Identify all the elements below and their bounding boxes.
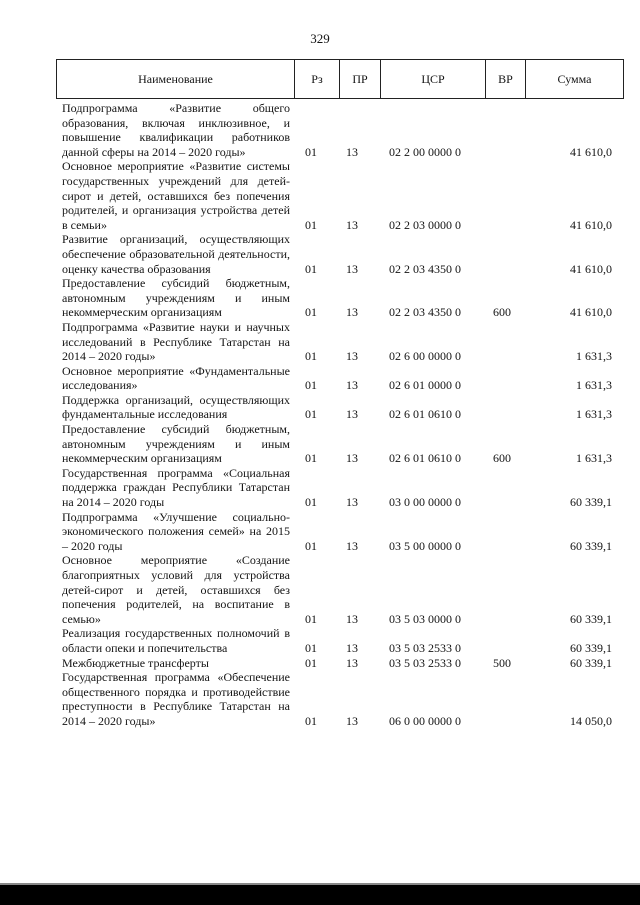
table-row bbox=[62, 510, 618, 554]
row-pr: 13 bbox=[346, 451, 358, 466]
row-vr: 600 bbox=[493, 305, 511, 320]
row-pr: 13 bbox=[346, 407, 358, 422]
row-rz: 01 bbox=[305, 407, 317, 422]
table-header bbox=[56, 59, 624, 99]
row-sum: 60 339,1 bbox=[570, 495, 612, 510]
row-vr: 500 bbox=[493, 655, 511, 670]
row-rz: 01 bbox=[305, 451, 317, 466]
row-pr: 13 bbox=[346, 495, 358, 510]
table-row bbox=[62, 626, 618, 655]
row-pr: 13 bbox=[346, 378, 358, 393]
table-row bbox=[62, 670, 618, 728]
row-sum: 60 339,1 bbox=[570, 538, 612, 553]
table-row bbox=[62, 101, 618, 159]
table-row bbox=[62, 159, 618, 232]
row-sum: 60 339,1 bbox=[570, 655, 612, 670]
row-csr: 02 2 00 0000 0 bbox=[389, 144, 461, 159]
row-rz: 01 bbox=[305, 217, 317, 232]
row-pr: 13 bbox=[346, 305, 358, 320]
row-csr: 03 5 03 2533 0 bbox=[389, 655, 461, 670]
row-name: Подпрограмма «Развитие общего образования, включая инклюзивное, и повышение квалификации работников данной сферы на 2014 – 2020 годы» bbox=[62, 101, 290, 159]
row-sum: 41 610,0 bbox=[570, 144, 612, 159]
row-pr: 13 bbox=[346, 713, 358, 728]
row-sum: 60 339,1 bbox=[570, 611, 612, 626]
row-name: Государственная программа «Обеспечение общественного порядка и противодействие преступности в Республике Татарстан на 2014 – 2020 годы» bbox=[62, 670, 290, 728]
row-name: Основное мероприятие «Фундаментальные исследования» bbox=[62, 363, 290, 393]
row-sum: 41 610,0 bbox=[570, 261, 612, 276]
row-csr: 02 2 03 4350 0 bbox=[389, 261, 461, 276]
row-sum: 14 050,0 bbox=[570, 713, 612, 728]
row-pr: 13 bbox=[346, 611, 358, 626]
row-pr: 13 bbox=[346, 640, 358, 655]
row-rz: 01 bbox=[305, 495, 317, 510]
table-row bbox=[62, 656, 618, 671]
row-csr: 02 2 03 4350 0 bbox=[389, 305, 461, 320]
table-row bbox=[62, 232, 618, 276]
row-pr: 13 bbox=[346, 349, 358, 364]
row-name: Предоставление субсидий бюджетным, автономным учреждениям и иным некоммерческим организациям bbox=[62, 422, 290, 466]
row-pr: 13 bbox=[346, 655, 358, 670]
table-row bbox=[62, 393, 618, 422]
row-rz: 01 bbox=[305, 261, 317, 276]
row-rz: 01 bbox=[305, 655, 317, 670]
row-csr: 02 6 00 0000 0 bbox=[389, 349, 461, 364]
row-pr: 13 bbox=[346, 261, 358, 276]
row-sum: 1 631,3 bbox=[576, 349, 612, 364]
row-pr: 13 bbox=[346, 538, 358, 553]
row-sum: 41 610,0 bbox=[570, 217, 612, 232]
row-sum: 60 339,1 bbox=[570, 640, 612, 655]
row-pr: 13 bbox=[346, 217, 358, 232]
row-sum: 1 631,3 bbox=[576, 451, 612, 466]
table-row bbox=[62, 276, 618, 320]
row-rz: 01 bbox=[305, 640, 317, 655]
row-name: Реализация государственных полномочий в области опеки и попечительства bbox=[62, 626, 290, 655]
row-csr: 02 2 03 0000 0 bbox=[389, 217, 461, 232]
row-rz: 01 bbox=[305, 611, 317, 626]
header-csr: ЦСР bbox=[381, 60, 486, 98]
row-name: Межбюджетные трансферты bbox=[62, 655, 209, 670]
row-name: Основное мероприятие «Создание благоприятных условий для устройства детей-сирот и детей, оставшихся без попечения родителей, на воспитание в семью» bbox=[62, 553, 290, 626]
header-name: Наименование bbox=[57, 60, 295, 98]
row-name: Подпрограмма «Улучшение социально-экономического положения семей» на 2015 – 2020 годы bbox=[62, 509, 290, 553]
header-rz: Рз bbox=[295, 60, 340, 98]
row-csr: 02 6 01 0610 0 bbox=[389, 451, 461, 466]
row-rz: 01 bbox=[305, 538, 317, 553]
table-row bbox=[62, 553, 618, 626]
row-pr: 13 bbox=[346, 144, 358, 159]
row-name: Государственная программа «Социальная поддержка граждан Республики Татарстан на 2014 – 2020 годы bbox=[62, 465, 290, 510]
header-pr: ПР bbox=[340, 60, 381, 98]
row-csr: 03 5 00 0000 0 bbox=[389, 538, 461, 553]
row-name: Предоставление субсидий бюджетным, автономным учреждениям и иным некоммерческим организациям bbox=[62, 276, 290, 320]
row-rz: 01 bbox=[305, 378, 317, 393]
row-sum: 1 631,3 bbox=[576, 407, 612, 422]
table-row bbox=[62, 422, 618, 466]
table-row bbox=[62, 320, 618, 364]
row-rz: 01 bbox=[305, 305, 317, 320]
row-rz: 01 bbox=[305, 713, 317, 728]
row-vr: 600 bbox=[493, 451, 511, 466]
row-csr: 02 6 01 0000 0 bbox=[389, 378, 461, 393]
row-name: Подпрограмма «Развитие науки и научных исследований в Республике Татарстан на 2014 – 2020 годы» bbox=[62, 319, 290, 364]
row-csr: 06 0 00 0000 0 bbox=[389, 713, 461, 728]
header-vr: ВР bbox=[486, 60, 526, 98]
table-row bbox=[62, 364, 618, 393]
row-name: Основное мероприятие «Развитие системы государственных учреждений для детей-сирот и детей, оставшихся без попечения родителей, и организация устройства детей в семьи» bbox=[62, 159, 290, 232]
row-sum: 41 610,0 bbox=[570, 305, 612, 320]
row-sum: 1 631,3 bbox=[576, 378, 612, 393]
page-number: 329 bbox=[310, 31, 330, 46]
table-row bbox=[62, 466, 618, 510]
row-rz: 01 bbox=[305, 144, 317, 159]
row-name: Поддержка организаций, осуществляющих фундаментальные исследования bbox=[62, 392, 290, 422]
row-csr: 02 6 01 0610 0 bbox=[389, 407, 461, 422]
scan-edge-band bbox=[0, 885, 640, 905]
row-csr: 03 0 00 0000 0 bbox=[389, 495, 461, 510]
row-rz: 01 bbox=[305, 349, 317, 364]
row-name: Развитие организаций, осуществляющих обеспечение образовательной деятельности, оценку качества образования bbox=[62, 232, 290, 276]
row-csr: 03 5 03 0000 0 bbox=[389, 611, 461, 626]
row-csr: 03 5 03 2533 0 bbox=[389, 640, 461, 655]
header-sum: Сумма bbox=[557, 71, 592, 86]
table-body bbox=[62, 101, 618, 729]
